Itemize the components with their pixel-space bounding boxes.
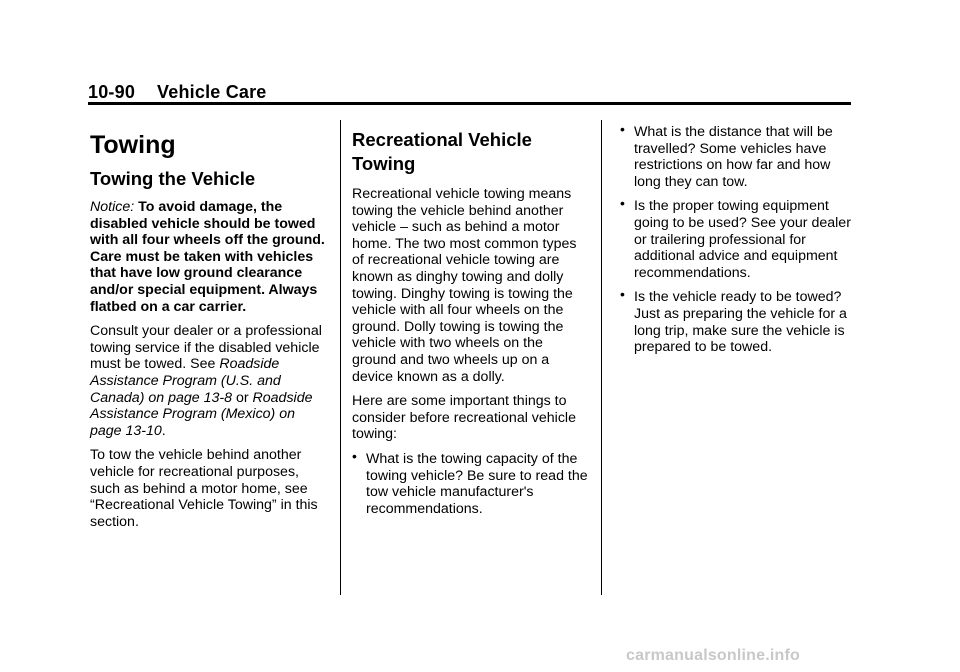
roadside-us-canada-link[interactable]: Roadside Assistance Program (U.S. and Canada) on page 13-8 [90, 356, 281, 406]
header-rule [88, 102, 851, 105]
section-heading: Towing the Vehicle [90, 168, 256, 189]
period: . [161, 422, 166, 439]
considerations-list-b [620, 121, 852, 356]
column-divider-2 [601, 120, 602, 595]
page-header [88, 82, 267, 103]
bullet-icon: • [620, 121, 625, 137]
page-title: Towing [90, 131, 176, 159]
watermark: carmanualsonline.info [626, 647, 801, 664]
list-item [620, 286, 852, 356]
column-2 [352, 128, 590, 525]
column-1 [90, 128, 328, 538]
dealer-paragraph [90, 323, 328, 439]
list-item-text: Is the proper towing equipment going to be used? See your dealer or trailering professional for additional advice and equipment recommendations. [634, 198, 851, 281]
rv-towing-paragraph: Recreational vehicle towing means towing the vehicle behind another vehicle – such as behind a motor home. The two most common types of recreational vehicle towing are known as dinghy towing and dolly towing. Dinghy towing is towing the vehicle with all four wheels on the ground. Dolly towing is towing the vehicle with two wheels on the ground and two wheels up on a device known as a dolly. [352, 186, 577, 385]
notice-paragraph [90, 199, 328, 315]
list-item [620, 121, 852, 190]
column-divider-1 [340, 120, 341, 595]
considerations-list-a [352, 447, 590, 517]
roadside-mexico-link[interactable]: Roadside Assistance Program (Mexico) on page 13-10 [90, 389, 313, 439]
recreational-reference-paragraph: To tow the vehicle behind another vehicle for recreational purposes, such as behind a motor home, see “Recreational Vehicle Towing” in this section. [90, 447, 318, 530]
or-text: or [235, 389, 249, 406]
notice-text: To avoid damage, the disabled vehicle should be towed with all four wheels off the ground. Care must be taken with vehicles that have low ground clearance and/or special equipment. Always flatbed on a car carrier. [90, 199, 325, 315]
list-item [352, 447, 590, 517]
list-item-text: What is the towing capacity of the towing vehicle? Be sure to read the tow vehicle manufacturer's recommendations. [366, 450, 588, 517]
bullet-icon: • [620, 195, 625, 212]
notice-label: Notice: [90, 199, 135, 215]
section-title: Vehicle Care [157, 82, 267, 102]
bullet-icon: • [352, 447, 357, 464]
considerations-intro: Here are some important things to consider before recreational vehicle towing: [352, 393, 576, 443]
dealer-text: Consult your dealer or a professional towing service if the disabled vehicle must be towed. See [90, 323, 322, 373]
column-3 [620, 121, 852, 364]
list-item-text: What is the distance that will be travelled? Some vehicles have restrictions on how far and how long they can tow. [634, 124, 833, 190]
bullet-icon: • [620, 286, 625, 303]
list-item-text: Is the vehicle ready to be towed? Just as preparing the vehicle for a long trip, make sure the vehicle is prepared to be towed. [634, 289, 847, 356]
rv-towing-heading: Recreational Vehicle Towing [352, 129, 532, 174]
list-item [620, 195, 852, 281]
page-number: 10-90 [88, 82, 136, 102]
